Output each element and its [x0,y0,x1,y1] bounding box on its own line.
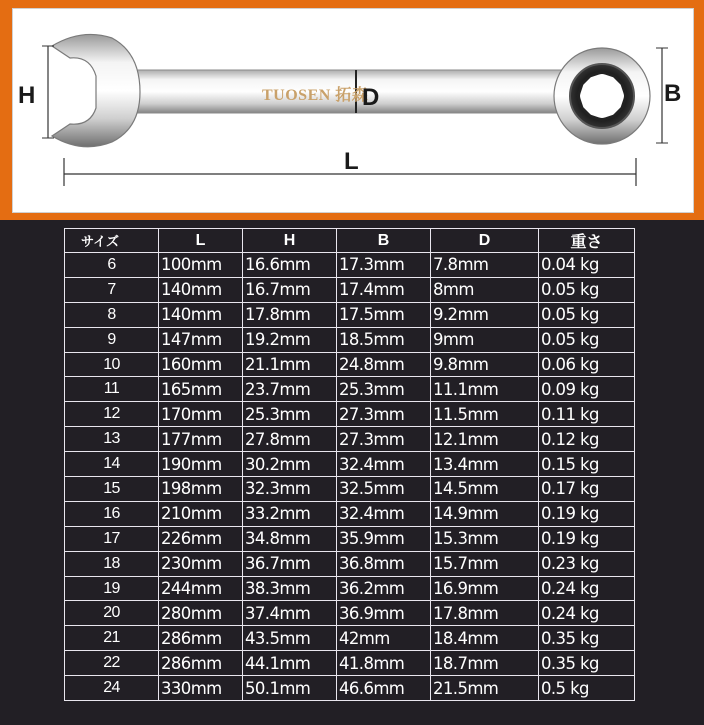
cell-height: 16.6mm [243,253,337,278]
cell-length: 210mm [159,501,243,526]
cell-size: 10 [65,352,159,377]
cell-thickness: 13.4mm [431,452,539,477]
cell-weight: 0.12 kg [539,427,635,452]
cell-height: 16.7mm [243,277,337,302]
cell-length: 165mm [159,377,243,402]
cell-height: 37.4mm [243,601,337,626]
cell-size: 16 [65,501,159,526]
cell-length: 226mm [159,526,243,551]
cell-thickness: 14.5mm [431,477,539,502]
cell-ring-width: 17.4mm [337,277,431,302]
cell-size: 24 [65,676,159,701]
cell-ring-width: 17.3mm [337,253,431,278]
cell-size: 11 [65,377,159,402]
cell-thickness: 7.8mm [431,253,539,278]
spec-table [64,228,635,701]
cell-length: 160mm [159,352,243,377]
cell-length: 230mm [159,551,243,576]
cell-height: 43.5mm [243,626,337,651]
cell-height: 25.3mm [243,402,337,427]
cell-ring-width: 25.3mm [337,377,431,402]
cell-weight: 0.24 kg [539,576,635,601]
table-row [65,601,635,626]
table-row [65,302,635,327]
cell-thickness: 17.8mm [431,601,539,626]
cell-weight: 0.35 kg [539,651,635,676]
cell-weight: 0.05 kg [539,302,635,327]
cell-size: 12 [65,402,159,427]
cell-size: 13 [65,427,159,452]
cell-weight: 0.09 kg [539,377,635,402]
cell-size: 19 [65,576,159,601]
cell-ring-width: 24.8mm [337,352,431,377]
spec-table-body [65,253,635,701]
cell-size: 7 [65,277,159,302]
column-header-weight: 重さ [539,229,635,253]
cell-thickness: 8mm [431,277,539,302]
cell-length: 286mm [159,651,243,676]
table-row [65,277,635,302]
cell-size: 15 [65,477,159,502]
cell-size: 14 [65,452,159,477]
cell-size: 6 [65,253,159,278]
cell-thickness: 9mm [431,327,539,352]
cell-height: 19.2mm [243,327,337,352]
cell-weight: 0.19 kg [539,501,635,526]
cell-length: 330mm [159,676,243,701]
cell-height: 17.8mm [243,302,337,327]
table-row [65,501,635,526]
cell-size: 20 [65,601,159,626]
wrench-diagram-frame [0,0,704,220]
table-row [65,253,635,278]
cell-size: 18 [65,551,159,576]
cell-length: 100mm [159,253,243,278]
cell-size: 21 [65,626,159,651]
table-row [65,352,635,377]
table-row [65,452,635,477]
cell-ring-width: 36.9mm [337,601,431,626]
cell-thickness: 15.3mm [431,526,539,551]
cell-height: 36.7mm [243,551,337,576]
table-header-row [65,229,635,253]
cell-weight: 0.04 kg [539,253,635,278]
cell-thickness: 9.8mm [431,352,539,377]
dimension-label-l: L [344,148,359,175]
cell-height: 30.2mm [243,452,337,477]
brand-logo: TUOSEN 拓森 [262,87,369,104]
cell-ring-width: 32.5mm [337,477,431,502]
cell-size: 22 [65,651,159,676]
cell-length: 190mm [159,452,243,477]
table-row [65,576,635,601]
table-row [65,327,635,352]
cell-ring-width: 18.5mm [337,327,431,352]
cell-weight: 0.23 kg [539,551,635,576]
cell-thickness: 12.1mm [431,427,539,452]
table-row [65,626,635,651]
cell-height: 44.1mm [243,651,337,676]
cell-weight: 0.05 kg [539,277,635,302]
cell-ring-width: 42mm [337,626,431,651]
cell-height: 23.7mm [243,377,337,402]
cell-weight: 0.05 kg [539,327,635,352]
cell-thickness: 11.5mm [431,402,539,427]
cell-weight: 0.06 kg [539,352,635,377]
column-header-height: H [243,229,337,253]
cell-length: 140mm [159,302,243,327]
column-header-thickness: D [431,229,539,253]
cell-thickness: 21.5mm [431,676,539,701]
dimension-label-d: D [362,84,380,111]
table-row [65,477,635,502]
cell-weight: 0.17 kg [539,477,635,502]
cell-ring-width: 27.3mm [337,402,431,427]
cell-height: 33.2mm [243,501,337,526]
dimension-label-h: H [18,82,36,109]
wrench-illustration [12,8,694,213]
column-header-size: サイズ [65,229,159,253]
cell-weight: 0.19 kg [539,526,635,551]
cell-length: 177mm [159,427,243,452]
cell-height: 34.8mm [243,526,337,551]
cell-weight: 0.5 kg [539,676,635,701]
wrench-diagram [12,8,694,213]
dimension-label-b: B [664,80,682,107]
cell-length: 286mm [159,626,243,651]
cell-thickness: 18.7mm [431,651,539,676]
cell-ring-width: 35.9mm [337,526,431,551]
cell-thickness: 18.4mm [431,626,539,651]
cell-length: 280mm [159,601,243,626]
table-row [65,402,635,427]
cell-weight: 0.24 kg [539,601,635,626]
cell-thickness: 14.9mm [431,501,539,526]
cell-size: 9 [65,327,159,352]
cell-thickness: 11.1mm [431,377,539,402]
table-row [65,526,635,551]
cell-ring-width: 36.2mm [337,576,431,601]
cell-height: 27.8mm [243,427,337,452]
cell-thickness: 16.9mm [431,576,539,601]
cell-ring-width: 27.3mm [337,427,431,452]
cell-length: 170mm [159,402,243,427]
cell-ring-width: 32.4mm [337,501,431,526]
cell-ring-width: 17.5mm [337,302,431,327]
cell-length: 140mm [159,277,243,302]
cell-ring-width: 46.6mm [337,676,431,701]
cell-weight: 0.35 kg [539,626,635,651]
cell-size: 8 [65,302,159,327]
cell-height: 50.1mm [243,676,337,701]
table-row [65,427,635,452]
table-row [65,651,635,676]
cell-weight: 0.15 kg [539,452,635,477]
cell-length: 198mm [159,477,243,502]
cell-length: 147mm [159,327,243,352]
cell-height: 21.1mm [243,352,337,377]
cell-thickness: 15.7mm [431,551,539,576]
table-row [65,551,635,576]
cell-length: 244mm [159,576,243,601]
cell-height: 32.3mm [243,477,337,502]
cell-weight: 0.11 kg [539,402,635,427]
table-row [65,676,635,701]
table-row [65,377,635,402]
cell-size: 17 [65,526,159,551]
cell-height: 38.3mm [243,576,337,601]
cell-thickness: 9.2mm [431,302,539,327]
cell-ring-width: 32.4mm [337,452,431,477]
cell-ring-width: 41.8mm [337,651,431,676]
cell-ring-width: 36.8mm [337,551,431,576]
column-header-ring-width: B [337,229,431,253]
column-header-length: L [159,229,243,253]
